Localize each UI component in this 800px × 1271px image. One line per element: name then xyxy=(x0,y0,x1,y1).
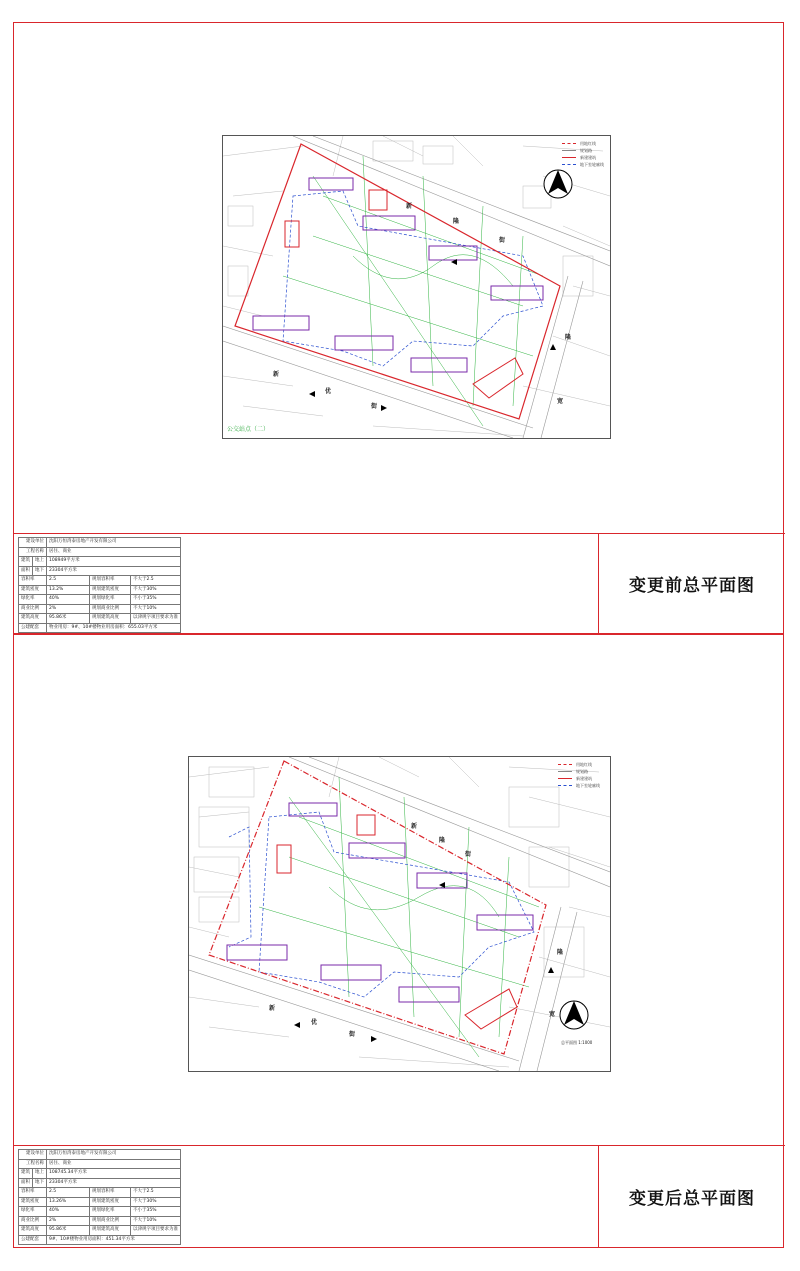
table-cell: 不大于30% xyxy=(131,1197,181,1207)
table-cell: 规划容积率 xyxy=(90,576,131,586)
north-arrow-icon xyxy=(560,1001,588,1029)
table-cell: 规划建筑高度 xyxy=(90,1226,131,1236)
table-value: 23304平方米 xyxy=(47,566,181,576)
table-value: 居住、商业 xyxy=(47,1159,181,1169)
table-row xyxy=(19,1197,181,1207)
table-cell: 95.86米 xyxy=(47,1226,90,1236)
table-cell: 不小于35% xyxy=(131,1207,181,1217)
street-label: 新 xyxy=(269,1005,276,1012)
table-label: 建筑 xyxy=(19,557,33,567)
table-cell: 不大于2.5 xyxy=(131,1188,181,1198)
plan-legend xyxy=(558,761,600,789)
table-label: 面积 xyxy=(19,566,33,576)
table-label: 建设单位 xyxy=(19,538,47,548)
table-label: 地上 xyxy=(33,1169,47,1179)
table-cell: 不小于35% xyxy=(131,595,181,605)
site-boundary-line xyxy=(209,761,546,1054)
table-value: 108745.34平方米 xyxy=(47,1169,181,1179)
table-cell: 商业比例 xyxy=(19,604,47,614)
legend-label: 用地红线 xyxy=(576,761,592,767)
title-block xyxy=(598,534,785,633)
site-boundary-line xyxy=(235,144,560,419)
info-block xyxy=(14,1145,785,1247)
table-label: 工程名称 xyxy=(19,1159,47,1169)
drawing-title: 变更前总平面图 xyxy=(629,576,755,596)
table-row xyxy=(19,1216,181,1226)
table-label: 建设单位 xyxy=(19,1150,47,1160)
street-label: 隆 xyxy=(439,837,446,844)
table-row xyxy=(19,576,181,586)
street-label: 优 xyxy=(311,1019,318,1026)
table-cell: 规划绿化率 xyxy=(90,595,131,605)
table-cell: 2.5 xyxy=(47,576,90,586)
table-cell: 40% xyxy=(47,1207,90,1217)
table-cell: 95.86米 xyxy=(47,614,90,624)
table-row xyxy=(19,585,181,595)
scale-note: 总平面图 1:1000 xyxy=(561,1040,593,1045)
table-label: 地下 xyxy=(33,566,47,576)
table-cell: 建筑高度 xyxy=(19,614,47,624)
street-label: 优 xyxy=(325,388,332,395)
table-cell: 规划建筑密度 xyxy=(90,585,131,595)
street-label: 街 xyxy=(371,403,378,410)
plan-legend xyxy=(562,140,604,168)
table-value: 沈阳万恒湾泰房地产开发有限公司 xyxy=(47,1150,181,1160)
table-value: 9#、10#楼物业用房面积：451.34平方米 xyxy=(47,1235,181,1245)
table-value: 居住、商业 xyxy=(47,547,181,557)
table-cell: 2% xyxy=(47,1216,90,1226)
table-cell: 规划容积率 xyxy=(90,1188,131,1198)
legend-label: 规划路 xyxy=(580,147,592,153)
table-row xyxy=(19,1188,181,1198)
project-info-table xyxy=(18,537,181,633)
table-cell: 建筑高度 xyxy=(19,1226,47,1236)
info-block xyxy=(14,533,785,633)
table-value: 物业用房：9#、10#楼物业用房面积：655.03平方米 xyxy=(47,623,181,633)
site-plan-before-sheet xyxy=(13,22,784,634)
table-cell: 规划商业比例 xyxy=(90,604,131,614)
table-row xyxy=(19,595,181,605)
site-plan-after-drawing xyxy=(188,756,611,1072)
street-label: 新 xyxy=(411,823,418,830)
table-cell: 以津规字项目要求为准 xyxy=(131,1226,181,1236)
table-label: 工程名称 xyxy=(19,547,47,557)
street-label: 新 xyxy=(406,203,413,210)
project-info-table xyxy=(18,1149,181,1245)
site-plan-after-svg xyxy=(189,757,610,1071)
table-cell: 建筑密度 xyxy=(19,1197,47,1207)
table-row xyxy=(19,1207,181,1217)
bus-stop-label: 公交站点（二） xyxy=(227,426,270,433)
table-cell: 2.5 xyxy=(47,1188,90,1198)
table-cell: 规划商业比例 xyxy=(90,1216,131,1226)
title-block xyxy=(598,1146,785,1247)
street-label: 隆 xyxy=(453,218,460,225)
table-cell: 规划绿化率 xyxy=(90,1207,131,1217)
legend-label: 新建建筑 xyxy=(576,775,592,781)
table-cell: 绿化率 xyxy=(19,1207,47,1217)
site-plan-before-svg xyxy=(223,136,610,438)
street-label: 街 xyxy=(349,1031,356,1038)
legend-label: 用地红线 xyxy=(580,140,596,146)
north-arrow-icon xyxy=(544,170,572,198)
table-label: 地下 xyxy=(33,1178,47,1188)
street-label: 宽 xyxy=(549,1011,556,1018)
table-value: 108949平方米 xyxy=(47,557,181,567)
street-label: 隆 xyxy=(565,334,572,341)
table-cell: 以津规字项目要求为准 xyxy=(131,614,181,624)
table-cell: 40% xyxy=(47,595,90,605)
legend-label: 规划路 xyxy=(576,768,588,774)
table-value: 沈阳万恒湾泰房地产开发有限公司 xyxy=(47,538,181,548)
table-cell: 建筑密度 xyxy=(19,585,47,595)
table-cell: 不大于2.5 xyxy=(131,576,181,586)
street-label: 街 xyxy=(465,851,472,858)
table-cell: 13.26% xyxy=(47,1197,90,1207)
table-row xyxy=(19,614,181,624)
table-cell: 13.2% xyxy=(47,585,90,595)
legend-label: 地下室轮廓线 xyxy=(576,782,600,788)
table-cell: 规划建筑密度 xyxy=(90,1197,131,1207)
table-row xyxy=(19,604,181,614)
table-label: 面积 xyxy=(19,1178,33,1188)
table-label: 公建配套 xyxy=(19,1235,47,1245)
table-cell: 绿化率 xyxy=(19,595,47,605)
legend-label: 地下室轮廓线 xyxy=(580,161,604,167)
table-cell: 不大于10% xyxy=(131,604,181,614)
drawing-title: 变更后总平面图 xyxy=(629,1189,755,1209)
table-cell: 容积率 xyxy=(19,576,47,586)
legend-label: 新建建筑 xyxy=(580,154,596,160)
street-label: 新 xyxy=(273,371,280,378)
table-cell: 规划建筑高度 xyxy=(90,614,131,624)
site-plan-after-sheet xyxy=(13,634,784,1248)
table-cell: 2% xyxy=(47,604,90,614)
table-cell: 不大于10% xyxy=(131,1216,181,1226)
table-label: 地上 xyxy=(33,557,47,567)
street-label: 宽 xyxy=(557,398,564,405)
table-label: 建筑 xyxy=(19,1169,33,1179)
site-plan-before-drawing xyxy=(222,135,611,439)
street-label: 街 xyxy=(499,237,506,244)
table-label: 公建配套 xyxy=(19,623,47,633)
table-row xyxy=(19,1226,181,1236)
table-cell: 不大于30% xyxy=(131,585,181,595)
table-value: 23304平方米 xyxy=(47,1178,181,1188)
table-cell: 容积率 xyxy=(19,1188,47,1198)
table-cell: 商业比例 xyxy=(19,1216,47,1226)
street-label: 隆 xyxy=(557,949,564,956)
